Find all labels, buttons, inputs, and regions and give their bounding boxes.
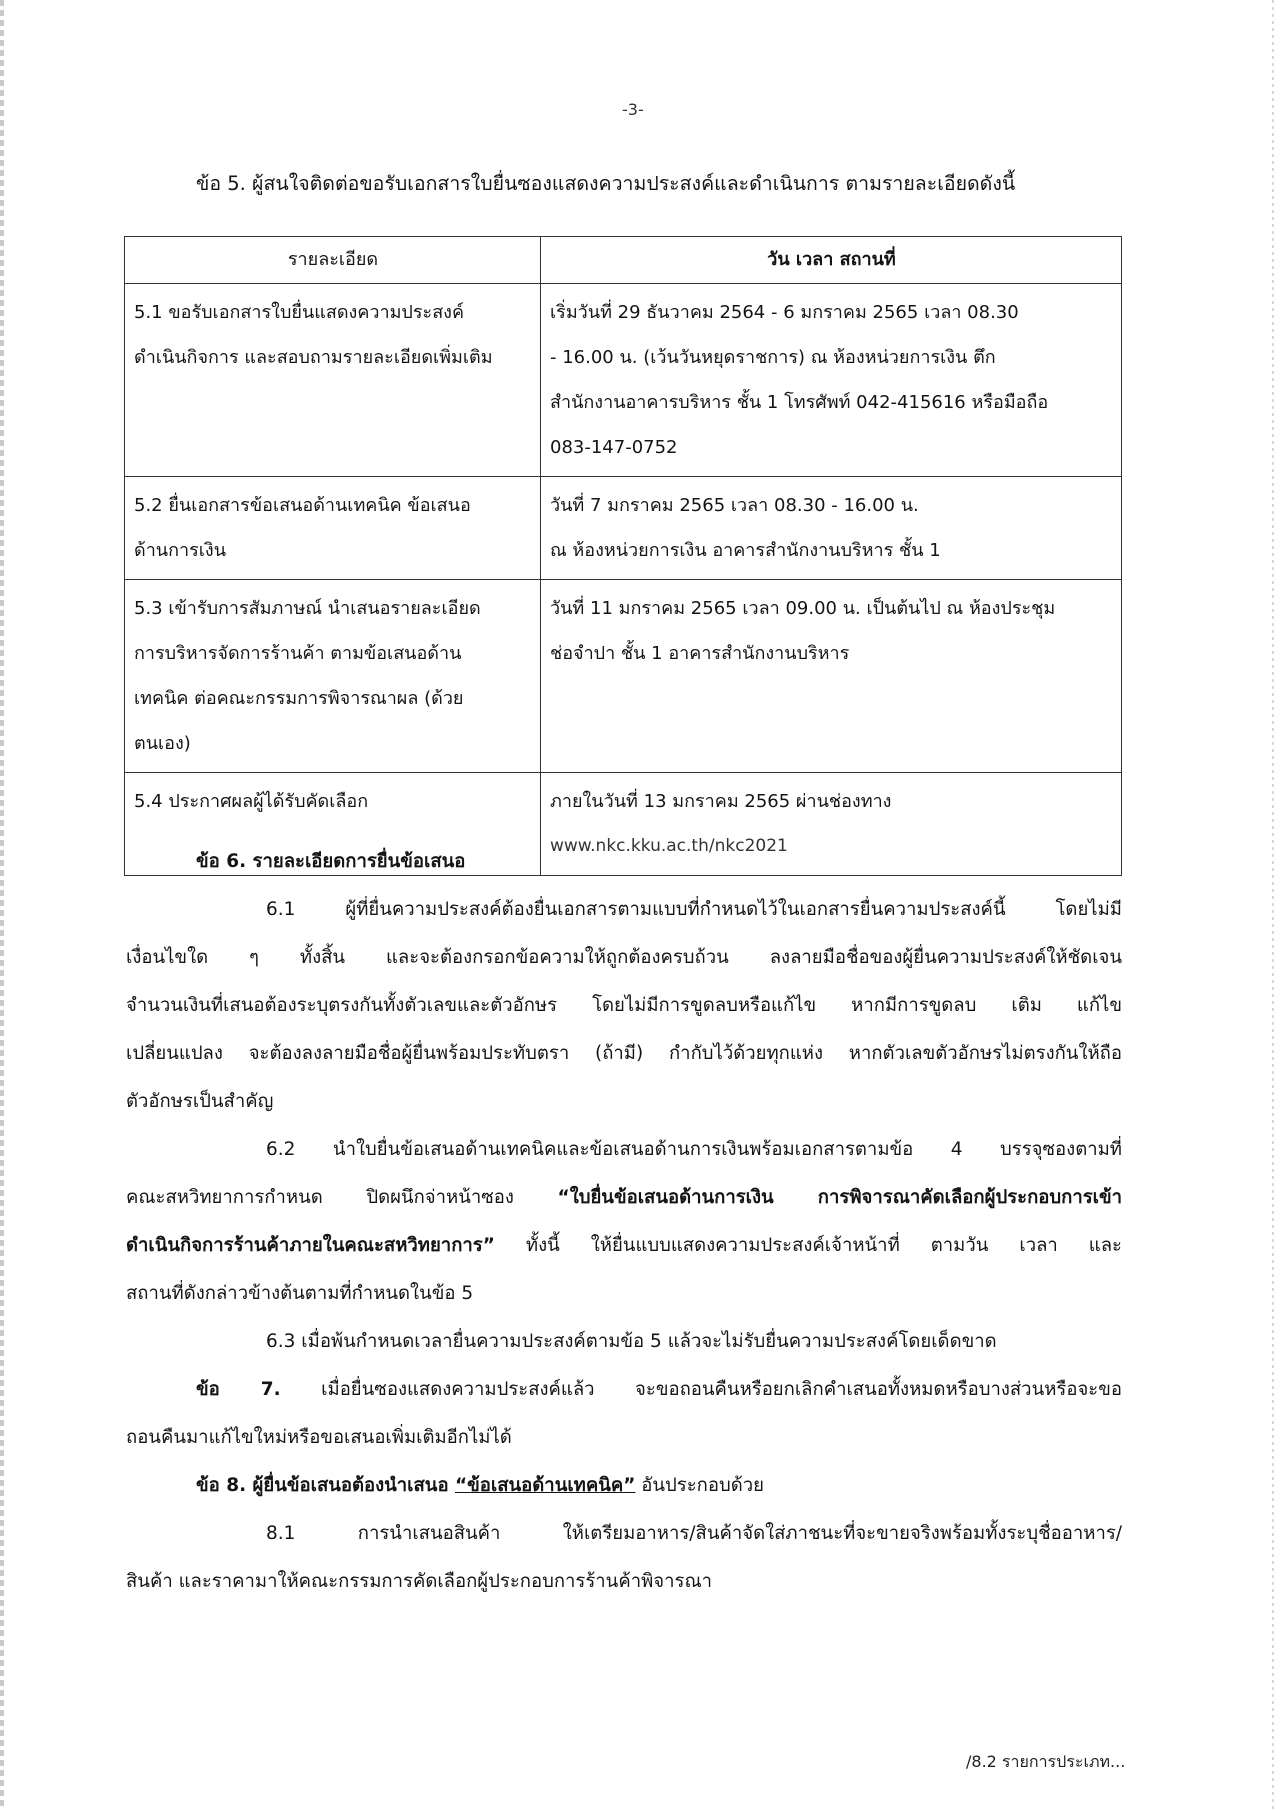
table-header-row [125, 237, 1122, 284]
continuation-note: /8.2 รายการประเภท... [966, 1752, 1126, 1771]
website-url: www.nkc.kku.ac.th/nkc2021 [550, 836, 788, 856]
envelope-label-text: ดำเนินกิจการร้านค้าภายในคณะสหวิทยาการ” [126, 1235, 495, 1256]
paragraph-line [126, 1366, 1122, 1414]
table-row [125, 477, 1122, 580]
when-where-cell [541, 773, 1122, 876]
cell-line: 5.1 ขอรับเอกสารใบยื่นแสดงความประสงค์ [134, 302, 465, 323]
detail-cell [125, 284, 541, 477]
cell-line: 5.4 ประกาศผลผู้ได้รับคัดเลือก [134, 791, 369, 812]
cell-line: เทคนิค ต่อคณะกรรมการพิจารณาผล (ด้วย [134, 688, 464, 709]
paragraph-line: เปลี่ยนแปลง จะต้องลงลายมือชื่อผู้ยื่นพร้อมประทับตรา (ถ้ามี) กำกับไว้ด้วยทุกแห่ง หากตัวเลขตัวอักษรไม่ตรงกันให้ถือ [126, 1043, 1122, 1064]
cell-line: 5.3 เข้ารับการสัมภาษณ์ นำเสนอรายละเอียด [134, 598, 481, 619]
text-run: ข้อ 8. ผู้ยื่นข้อเสนอต้องนำเสนอ [196, 1475, 455, 1496]
text-run: เมื่อยื่นซองแสดงความประสงค์แล้ว จะขอถอนคืนหรือยกเลิกคำเสนอทั้งหมดหรือบางส่วนหรือจะขอ [280, 1379, 1122, 1400]
paragraph-line: สถานที่ดังกล่าวข้างต้นตามที่กำหนดในข้อ 5 [126, 1283, 474, 1304]
cell-line: ด้านการเงิน [134, 540, 227, 561]
cell-line: วันที่ 7 มกราคม 2565 เวลา 08.30 - 16.00 น. [550, 495, 919, 516]
cell-line: ณ ห้องหน่วยการเงิน อาคารสำนักงานบริหาร ชั้น 1 [550, 540, 941, 561]
page-number: -3- [622, 100, 644, 119]
cell-line: ภายในวันที่ 13 มกราคม 2565 ผ่านช่องทาง [550, 791, 892, 812]
cell-line: ตนเอง) [134, 733, 191, 754]
cell-line: สำนักงานอาคารบริหาร ชั้น 1 โทรศัพท์ 042-415616 หรือมือถือ [550, 392, 1049, 413]
when-where-cell [541, 580, 1122, 773]
when-where-cell [541, 477, 1122, 580]
cell-line: วันที่ 11 มกราคม 2565 เวลา 09.00 น. เป็นต้นไป ณ ห้องประชุม [550, 598, 1056, 619]
table-row [125, 284, 1122, 477]
cell-line: 5.2 ยื่นเอกสารข้อเสนอด้านเทคนิค ข้อเสนอ [134, 495, 471, 516]
section-8-heading [196, 1462, 764, 1510]
section-5-heading: ข้อ 5. ผู้สนใจติดต่อขอรับเอกสารใบยื่นซองแสดงความประสงค์และดำเนินการ ตามรายละเอียดดังนี้ [196, 172, 1016, 195]
section-7 [126, 1366, 1122, 1462]
cell-line: การบริหารจัดการร้านค้า ตามข้อเสนอด้าน [134, 643, 462, 664]
paragraph-line: 6.1 ผู้ที่ยื่นความประสงค์ต้องยื่นเอกสารตามแบบที่กำหนดไว้ในเอกสารยื่นความประสงค์นี้ โดยไม่มี [266, 899, 1122, 920]
paragraph-6-2 [126, 1126, 1122, 1318]
scan-edge-left [0, 0, 4, 1810]
paragraph-line: สินค้า และราคามาให้คณะกรรมการคัดเลือกผู้ประกอบการร้านค้าพิจารณา [126, 1571, 712, 1592]
paragraph-line: จำนวนเงินที่เสนอต้องระบุตรงกันทั้งตัวเลขและตัวอักษร โดยไม่มีการขูดลบหรือแก้ไข หากมีการขูดลบ เติม แก้ไข [126, 995, 1122, 1016]
column-header-when-where: วัน เวลา สถานที่ [541, 237, 1122, 284]
text-run: คณะสหวิทยาการกำหนด ปิดผนึกจ่าหน้าซอง [126, 1187, 558, 1208]
paragraph-6-3: 6.3 เมื่อพ้นกำหนดเวลายื่นความประสงค์ตามข้อ 5 แล้วจะไม่รับยื่นความประสงค์โดยเด็ดขาด [266, 1331, 997, 1352]
schedule-table [124, 236, 1122, 876]
paragraph-6-1 [126, 886, 1122, 1126]
scan-edge-right [1272, 0, 1274, 1810]
paragraph-line: ตัวอักษรเป็นสำคัญ [126, 1091, 274, 1112]
cell-line: เริ่มวันที่ 29 ธันวาคม 2564 - 6 มกราคม 2565 เวลา 08.30 [550, 302, 1019, 323]
paragraph-line: 8.1 การนำเสนอสินค้า ให้เตรียมอาหาร/สินค้าจัดใส่ภาชนะที่จะขายจริงพร้อมทั้งระบุชื่ออาหาร/ [266, 1523, 1122, 1544]
paragraph-line: ถอนคืนมาแก้ไขใหม่หรือขอเสนอเพิ่มเติมอีกไม่ได้ [126, 1427, 512, 1448]
table-row [125, 580, 1122, 773]
section-7-label: ข้อ 7. [196, 1379, 281, 1400]
paragraph-line [126, 1222, 1122, 1270]
text-run: อันประกอบด้วย [635, 1475, 764, 1496]
cell-line: ดำเนินกิจการ และสอบถามรายละเอียดเพิ่มเติม [134, 347, 493, 368]
technical-proposal-title: “ข้อเสนอด้านเทคนิค” [455, 1475, 636, 1496]
paragraph-line [126, 1174, 1122, 1222]
column-header-detail: รายละเอียด [125, 237, 541, 284]
text-run: ทั้งนี้ ให้ยื่นแบบแสดงความประสงค์เจ้าหน้าที่ ตามวัน เวลา และ [494, 1235, 1122, 1256]
section-6-heading: ข้อ 6. รายละเอียดการยื่นข้อเสนอ [196, 851, 466, 872]
detail-cell [125, 580, 541, 773]
paragraph-8-1 [126, 1510, 1122, 1606]
cell-line: 083-147-0752 [550, 437, 678, 458]
cell-line: - 16.00 น. (เว้นวันหยุดราชการ) ณ ห้องหน่วยการเงิน ตึก [550, 347, 996, 368]
cell-line: ช่อจำปา ชั้น 1 อาคารสำนักงานบริหาร [550, 643, 850, 664]
when-where-cell [541, 284, 1122, 477]
detail-cell [125, 477, 541, 580]
envelope-label-text: “ใบยื่นข้อเสนอด้านการเงิน การพิจารณาคัดเลือกผู้ประกอบการเข้า [557, 1187, 1123, 1208]
paragraph-line: เงื่อนไขใด ๆ ทั้งสิ้น และจะต้องกรอกข้อความให้ถูกต้องครบถ้วน ลงลายมือชื่อของผู้ยื่นความประสงค์ให้ชัดเจน [126, 947, 1122, 968]
paragraph-line: 6.2 นำใบยื่นข้อเสนอด้านเทคนิคและข้อเสนอด้านการเงินพร้อมเอกสารตามข้อ 4 บรรจุซองตามที่ [266, 1139, 1122, 1160]
